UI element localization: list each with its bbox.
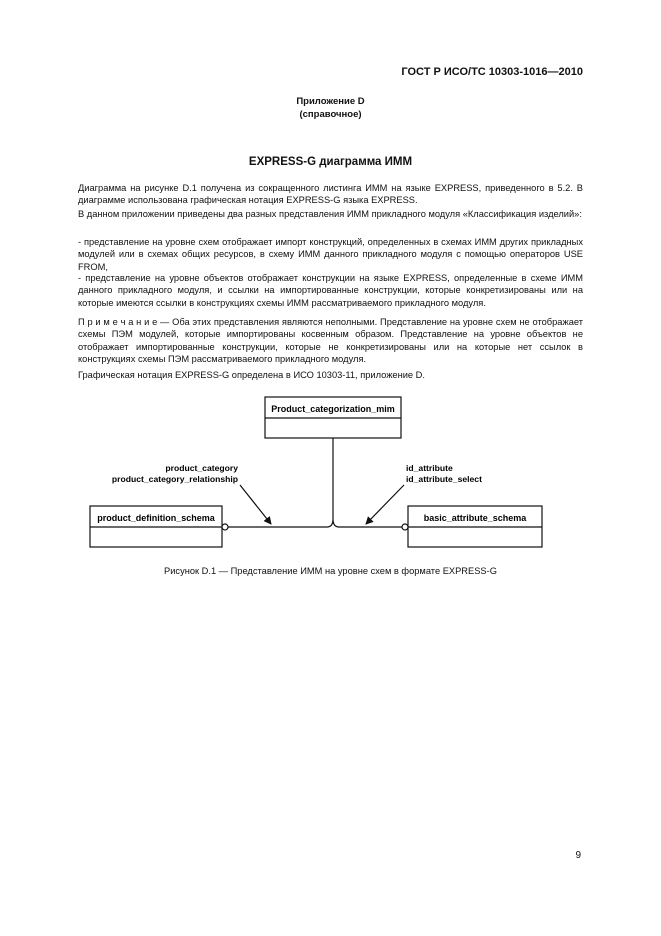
right-schema-label: basic_attribute_schema [423,513,527,523]
paragraph-5: Графическая нотация EXPRESS-G определена в ИСО 10303-11, приложение D. [78,370,425,380]
paragraph-1-text: Диаграмма на рисунке D.1 получена из сокращенного листинга ИММ на языке EXPRESS, приведенного в 5.2. В диаграмме использована графическая нотация EXPRESS-G языка EXPRESS. [78,183,583,206]
note-label: П р и м е ч а н и е [78,317,158,327]
left-schema-box [90,506,222,547]
top-schema-box [265,397,401,438]
left-schema-label: product_definition_schema [97,513,215,523]
annex-title: Приложение D [296,96,365,107]
connector-lines [222,438,408,530]
document-header: ГОСТ Р ИСО/ТС 10303-1016—2010 [401,66,583,78]
paragraph-3: - представление на уровне схем отображает импорт конструкций, определенных в схемах ИММ других прикладных модулей или в схемах общих ресурсов, в схему ИММ данного прикладного модуля с помощью операторов USE FROM, [78,237,583,272]
note-text: — Оба этих представления являются неполными. Представление на уровне схем не отображает схемы ПЭМ модулей, которые импортированы косвенным образом. Представление на уровне объектов не отображает импортированные конструкции, которые не конкретизированы или на которые нет ссылок в конструкциях схемы ПЭМ рассматриваемого прикладного модуля. [78,317,583,364]
left-ref-label-1: product_category [165,463,238,473]
paragraph-4: - представление на уровне объектов отображает конструкции на языке EXPRESS, определенные в схеме ИММ данного прикладного модуля, и ссылки на импортированные конструкции, которые конкретизированы или на которые имеются ссылки в конструкциях схемы ИММ рассматриваемого прикладного модуля. [78,273,583,308]
paragraph-2-text: В данном приложении приведены два разных представления ИММ прикладного модуля «Классификация изделий»: [78,209,582,219]
figure-caption: Рисунок D.1 — Представление ИММ на уровне схем в формате EXPRESS-G [164,566,497,576]
right-schema-box [408,506,542,547]
left-ref-label-2: product_category_relationship [111,474,238,484]
page-number: 9 [575,850,581,861]
section-title: EXPRESS-G диаграмма ИММ [248,156,413,168]
top-schema-label: Product_categorization_mim [271,404,395,414]
annex-kind: (справочное) [299,109,362,120]
right-ref-label-2: id_attribute_select [406,474,482,484]
right-ref-label-1: id_attribute [406,463,453,473]
